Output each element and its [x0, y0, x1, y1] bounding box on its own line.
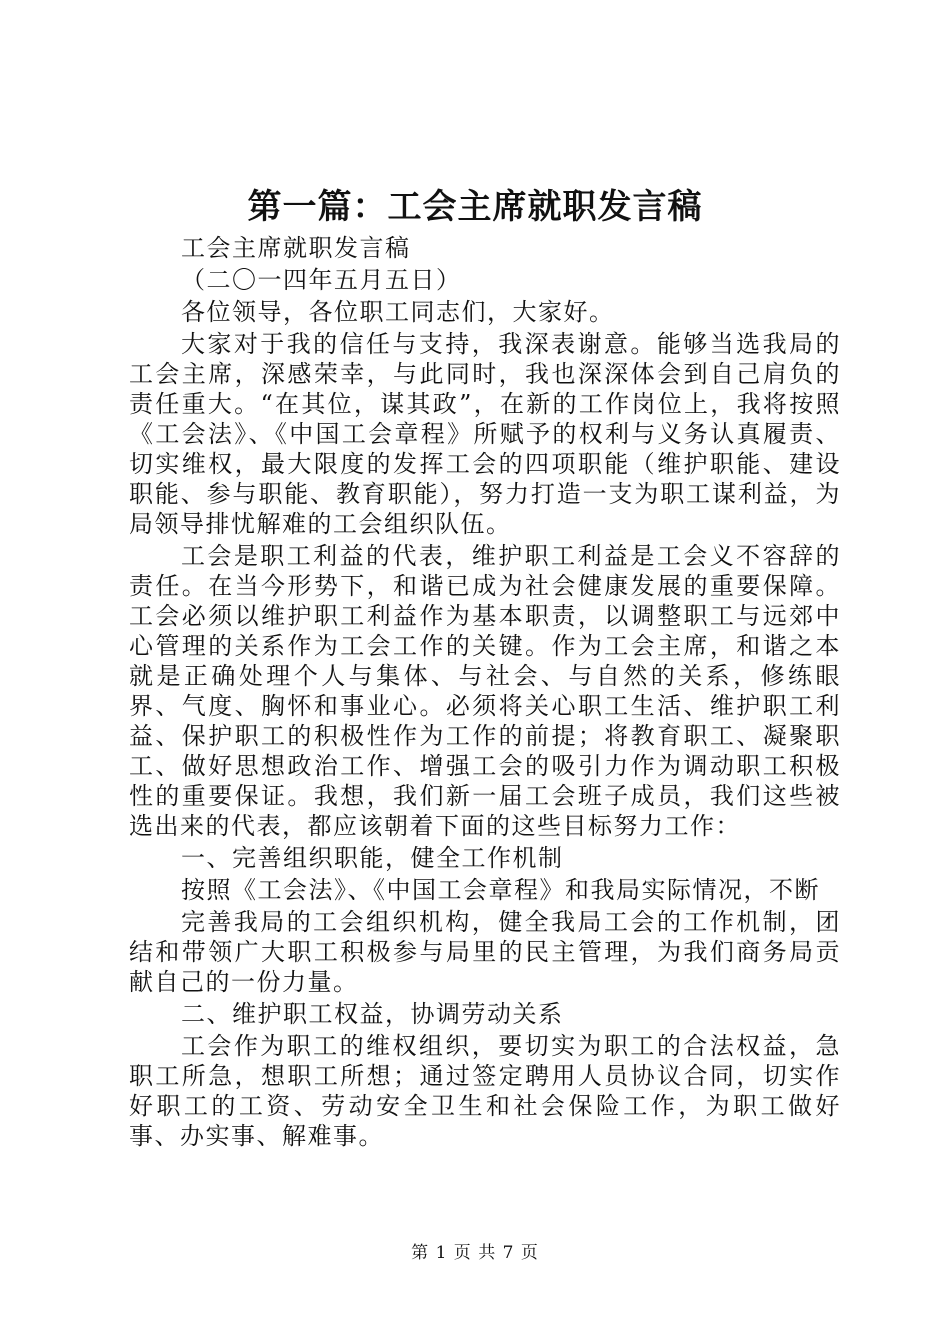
- document-title: 第一篇：工会主席就职发言稿: [247, 187, 703, 227]
- section-heading-2: 二、维护职工权益，协调劳动关系: [181, 1000, 564, 1028]
- paragraph-section-1b: 完善我局的工会组织机构，健全我局工会的工作机制，团结和带领广大职工积极参与局里的民主管理，为我们商务局贡献自己的一份力量。: [129, 908, 841, 996]
- paragraph-thanks: 大家对于我的信任与支持，我深表谢意。能够当选我局的工会主席，深感荣幸，与此同时，我也深深体会到自己肩负的责任重大。“在其位，谋其政”，在新的工作岗位上，我将按照《工会法》、《中国工会章程》所赋予的权利与义务认真履责、切实维权，最大限度的发挥工会的四项职能（维护职能、建设职能、参与职能、教育职能），努力打造一支为职工谋利益，为局领导排忧解难的工会组织队伍。: [129, 330, 841, 538]
- document-body: [129, 233, 841, 1153]
- paragraph-section-1a: 按照《工会法》、《中国工会章程》和我局实际情况，不断: [181, 876, 820, 904]
- paragraph-subtitle: 工会主席就职发言稿: [181, 234, 411, 262]
- paragraph-greeting: 各位领导，各位职工同志们，大家好。: [181, 298, 615, 326]
- section-heading-1: 一、完善组织职能，健全工作机制: [181, 844, 564, 872]
- paragraph-union-role: 工会是职工利益的代表，维护职工利益是工会义不容辞的责任。在当今形势下，和谐已成为社会健康发展的重要保障。工会必须以维护职工利益作为基本职责，以调整职工与远郊中心管理的关系作为工会工作的关键。作为工会主席，和谐之本就是正确处理个人与集体、与社会、与自然的关系，修练眼界、气度、胸怀和事业心。必须将关心职工生活、维护职工利益、保护职工的积极性作为工作的前提；将教育职工、凝聚职工、做好思想政治工作、增强工会的吸引力作为调动职工积极性的重要保证。我想，我们新一届工会班子成员，我们这些被选出来的代表，都应该朝着下面的这些目标努力工作：: [129, 542, 841, 840]
- paragraph-date: （二〇一四年五月五日）: [181, 266, 462, 294]
- paragraph-section-2: 工会作为职工的维权组织，要切实为职工的合法权益，急职工所急，想职工所想；通过签定聘用人员协议合同，切实作好职工的工资、劳动安全卫生和社会保险工作，为职工做好事、办实事、解难事。: [129, 1032, 841, 1150]
- page-number-footer: 第 1 页 共 7 页: [411, 1243, 539, 1263]
